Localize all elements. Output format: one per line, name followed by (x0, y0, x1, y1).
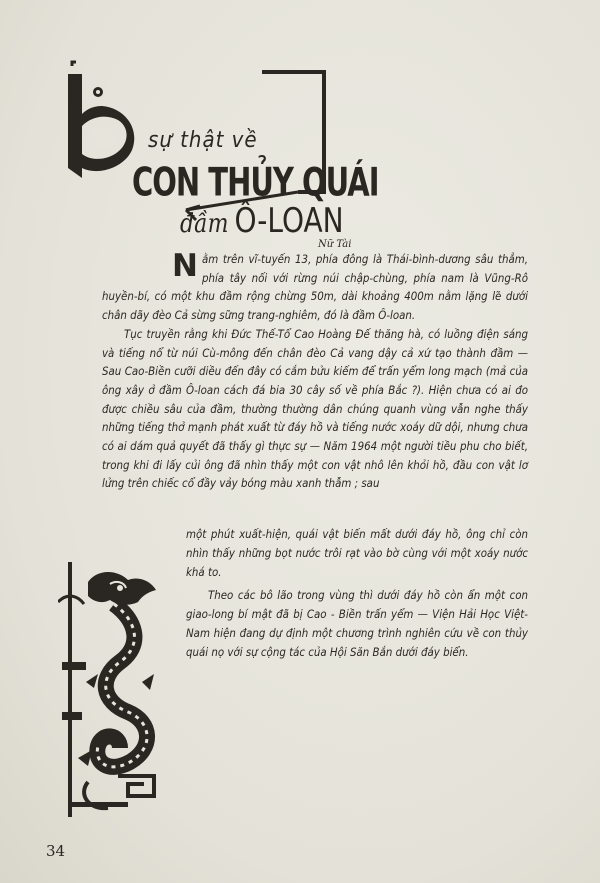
title-line-small: sự thật về (148, 128, 258, 153)
title-main: CON THỦY QUÁI (132, 159, 379, 205)
fish-emblem-icon (62, 68, 140, 178)
dragon-illustration (58, 562, 168, 817)
article-body (102, 250, 528, 493)
title-prefix: đầm (180, 209, 229, 239)
title-subline (180, 197, 344, 245)
title-place-name: Ô-LOAN (234, 200, 344, 241)
drop-cap: N (172, 248, 198, 284)
article-title-block (62, 60, 379, 250)
paragraph-2-continued: một phút xuất-hiện, quái vật biến mất dưới đáy hồ, ông chỉ còn nhìn thấy những bọt nước trôi rạt vào bờ cùng với một xoáy nước khá to. (186, 527, 528, 579)
paragraph-3: Theo các bô lão trong vùng thì dưới đáy hồ còn ẩn một con giao-long bí mật đã bị Cao - Biền trấn yểm — Viện Hải Học Việt-Nam hiện đang dự định một chương trình nghiên cứu về con thủy quái nọ với sự cộng tác của Hội Săn Bắn dưới đáy biển. (186, 588, 528, 659)
author-name: Nữ Tài (318, 239, 352, 250)
article-body-narrow (186, 525, 528, 666)
paragraph-1 (102, 250, 528, 325)
page-number: 34 (46, 842, 66, 860)
paragraph-2: Tục truyền rằng khi Đức Thế-Tổ Cao Hoàng Đế thăng hà, có luồng điện sáng và tiếng nổ từ núi Cù-mông đến chân đèo Cả vang dậy cả xứ tạo thành đầm — Sau Cao-Biền cưỡi diều đến đây có cắm bửu kiếm để trấn yểm long mạch (mả của ông xây ở đầm Ô-loan cách đá bia 30 cây số về phía Bắc ?). Hiện chưa có ai đo được chiều sâu của đầm, thường thường dân chúng quanh vùng vẫn nghe thấy những tiếng thở mạnh phát xuất từ đáy hồ và tiếng nước xoáy dữ dội, nhưng chưa có ai dám quả quyết đã thấy gì thực sự — Năm 1964 một người tiều phu cho biết, trong khi đi lấy củi ông đã nhìn thấy một con vật nhô lên khỏi hồ, đầu con vật lơ lửng trên chiếc cổ đầy vảy bóng màu xanh thẫm ; sau (102, 326, 528, 491)
paragraph-1-text: ằm trên vĩ-tuyến 13, phía đông là Thái-bình-dương sâu thẳm, phía tây nối với rừng núi chập-chùng, phía nam là Vũng-Rô huyền-bí, có một khu đầm rộng chừng 50m, dài khoảng 400m nằm lặng lẽ dưới chân dãy đèo Cả sừng sững trang-nghiêm, đó là đầm Ô-loan. (102, 252, 528, 323)
